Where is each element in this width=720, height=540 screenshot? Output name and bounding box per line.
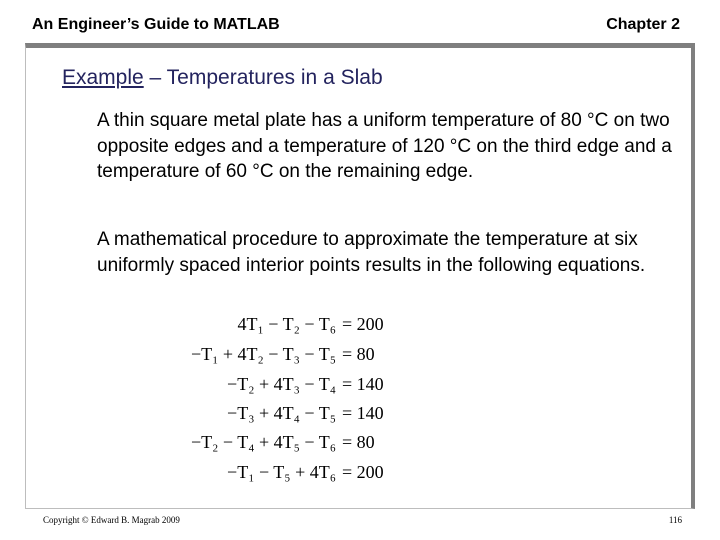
equation-lhs: −T₁ + 4T₂ − T₃ − T₅ bbox=[190, 344, 336, 364]
equation-row bbox=[190, 432, 460, 456]
header-book-title: An Engineer’s Guide to MATLAB bbox=[32, 16, 280, 33]
equation-row bbox=[200, 403, 460, 427]
header-chapter: Chapter 2 bbox=[606, 16, 680, 33]
equation-row bbox=[200, 462, 460, 486]
equation-lhs: 4T₁ − T₂ − T₆ bbox=[237, 314, 336, 334]
equation-rhs: = 140 bbox=[342, 403, 384, 423]
title-example-word: Example bbox=[62, 66, 144, 89]
equation-rhs: = 200 bbox=[342, 314, 384, 334]
equation-lhs: −T₂ − T₄ + 4T₅ − T₆ bbox=[190, 432, 336, 452]
title-text: – Temperatures in a Slab bbox=[143, 66, 383, 89]
equation-row bbox=[200, 374, 460, 398]
equation-row bbox=[190, 344, 460, 368]
equation-lhs: −T₂ + 4T₃ − T₄ bbox=[227, 374, 336, 394]
equation-rhs: = 80 bbox=[342, 344, 375, 364]
paragraph-procedure: A mathematical procedure to approximate the temperature at six uniformly spaced interior points results in the following equations. bbox=[97, 229, 646, 276]
equation-lhs: −T₁ − T₅ + 4T₆ bbox=[227, 462, 336, 482]
equation-rhs: = 140 bbox=[342, 374, 384, 394]
equation-rhs: = 200 bbox=[342, 462, 384, 482]
paragraph-problem-statement: A thin square metal plate has a uniform temperature of 80 °C on two opposite edges and a temperature of 120 °C on the third edge and a temperature of 60 °C on the remaining edge. bbox=[97, 110, 672, 182]
footer-copyright: Copyright © Edward B. Magrab 2009 bbox=[43, 515, 180, 525]
footer-page-number: 116 bbox=[668, 515, 682, 525]
slide-title bbox=[62, 66, 383, 90]
equation-rhs: = 80 bbox=[342, 432, 375, 452]
equation-lhs: −T₃ + 4T₄ − T₅ bbox=[227, 403, 336, 423]
equation-row bbox=[200, 314, 460, 338]
